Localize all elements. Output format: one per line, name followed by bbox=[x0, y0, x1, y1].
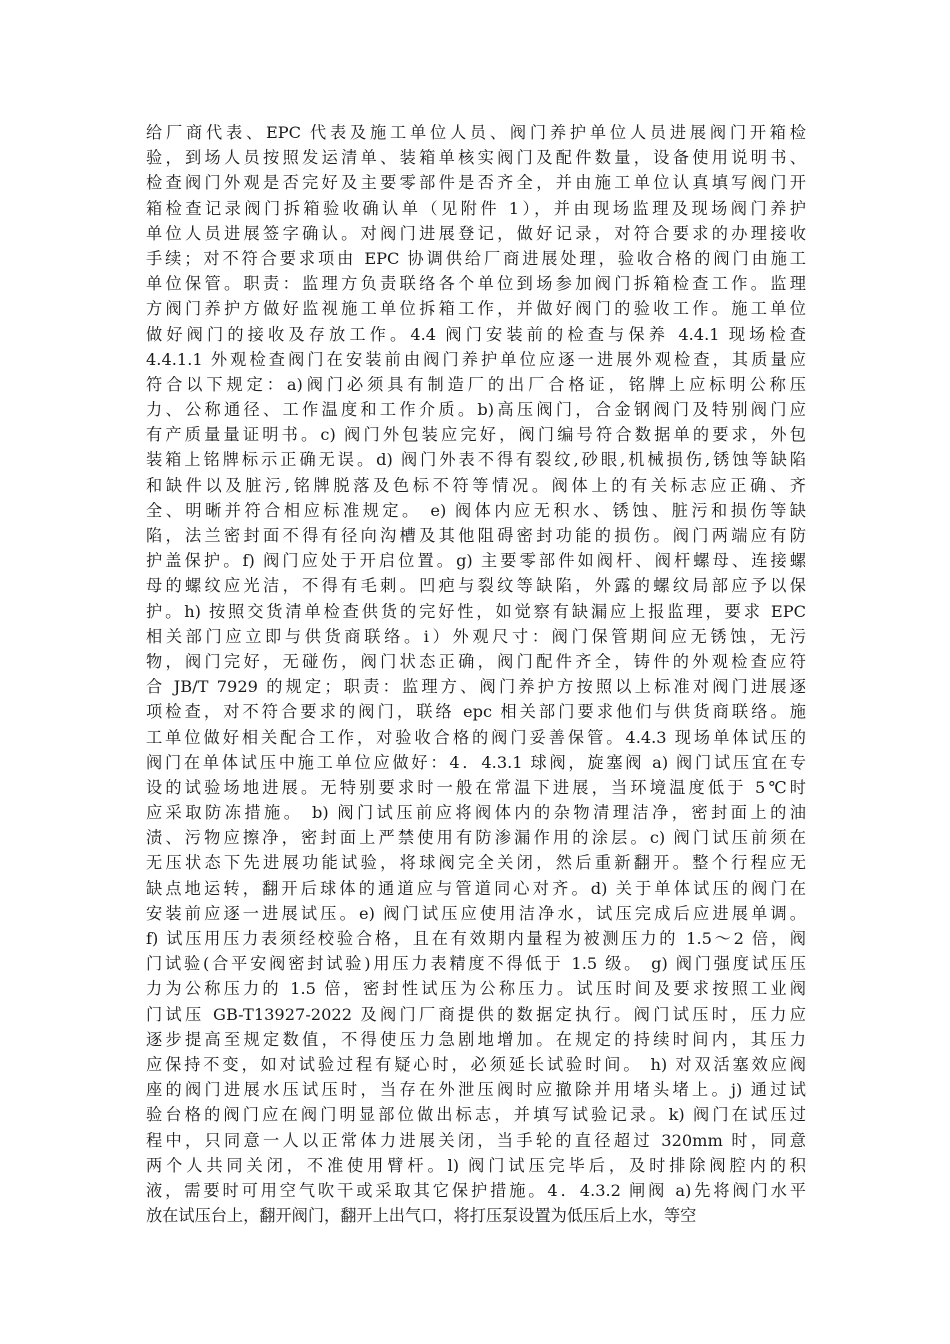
text-line: 合 JB/T 7929 的规定；职责：监理方、阀门养护方按照以上标准对阀门进展逐 bbox=[146, 677, 806, 697]
text-line: 护。h) 按照交货清单检查供货的完好性，如觉察有缺漏应上报监理，要求 EPC bbox=[146, 601, 806, 621]
text-line: 给厂商代表、EPC 代表及施工单位人员、阀门养护单位人员进展阀门开箱检 bbox=[146, 123, 806, 142]
text-line: 液，需要时可用空气吹干或采取其它保护措施。4．4.3.2 闸阀 a)先将阀门水平 bbox=[146, 1180, 806, 1200]
text-line: 力为公称压力的 1.5 倍，密封性试压为公称压力。试压时间及要求按照工业阀 bbox=[146, 979, 806, 999]
text-line: 检查阀门外观是否完好及主要零部件是否齐全，并由施工单位认真填写阀门开 bbox=[146, 173, 806, 193]
text-line: 应采取防冻措施。 b) 阀门试压前应将阀体内的杂物清理洁净，密封面上的油 bbox=[146, 803, 806, 823]
text-line: 程中，只同意一人以正常体力进展关闭，当手轮的直径超过 320mm 时，同意 bbox=[146, 1130, 806, 1150]
text-line: 做好阀门的接收及存放工作。4.4 阀门安装前的检查与保养 4.4.1 现场检查 bbox=[146, 324, 806, 344]
text-line: 渍、污物应擦净，密封面上严禁使用有防渗漏作用的涂层。c) 阀门试压前须在 bbox=[146, 828, 806, 848]
text-line: 缺点地运转，翻开后球体的通道应与管道同心对齐。d) 关于单体试压的阀门在 bbox=[146, 878, 806, 898]
text-line: 单位保管。职责：监理方负责联络各个单位到场参加阀门拆箱检查工作。监理 bbox=[146, 274, 806, 294]
text-line: 全、明晰并符合相应标准规定。 e) 阀体内应无积水、锈蚀、脏污和损伤等缺 bbox=[146, 500, 806, 520]
text-line: 母的螺纹应光洁，不得有毛刺。凹疤与裂纹等缺陷，外露的螺纹局部应予以保 bbox=[146, 576, 806, 596]
text-line: 物，阀门完好，无碰伤，阀门状态正确，阀门配件齐全，铸件的外观检查应符 bbox=[146, 651, 806, 671]
text-line: 门试压 GB-T13927-2022 及阀门厂商提供的数据定执行。阀门试压时，压力应 bbox=[146, 1004, 806, 1024]
text-line: 护盖保护。f) 阀门应处于开启位置。g) 主要零部件如阀杆、阀杆螺母、连接螺 bbox=[146, 551, 806, 571]
text-line: 逐步提高至规定数值，不得使压力急剧地增加。在规定的持续时间内，其压力 bbox=[146, 1029, 806, 1049]
text-line: 箱检查记录阀门拆箱验收确认单（见附件 1），并由现场监理及现场阀门养护 bbox=[146, 198, 806, 218]
text-line: 设的试验场地进展。无特别要求时一般在常温下进展，当环境温度低于 5℃时 bbox=[146, 777, 806, 797]
text-line: 相关部门应立即与供货商联络。i）外观尺寸：阀门保管期间应无锈蚀，无污 bbox=[146, 626, 806, 646]
text-line: 门试验(合平安阀密封试验)用压力表精度不得低于 1.5 级。 g) 阀门强度试压压 bbox=[146, 954, 806, 974]
text-line: 安装前应逐一进展试压。e) 阀门试压应使用洁净水，试压完成后应进展单调。 bbox=[146, 903, 806, 923]
text-line: 手续；对不符合要求项由 EPC 协调供给厂商进展处理，验收合格的阀门由施工 bbox=[146, 248, 806, 268]
text-line: 项检查，对不符合要求的阀门，联络 epc 相关部门要求他们与供货商联络。施 bbox=[146, 702, 806, 722]
text-line: 验，到场人员按照发运清单、装箱单核实阀门及配件数量，设备使用说明书、 bbox=[146, 148, 806, 168]
text-line: 无压状态下先进展功能试验，将球阀完全关闭，然后重新翻开。整个行程应无 bbox=[146, 853, 806, 873]
text-line: 两个人共同关闭，不准使用臂杆。l) 阀门试压完毕后，及时排除阀腔内的积 bbox=[146, 1155, 806, 1175]
text-line: 方阀门养护方做好监视施工单位拆箱工作，并做好阀门的验收工作。施工单位 bbox=[146, 299, 806, 319]
text-line: 4.4.1.1 外观检查阀门在安装前由阀门养护单位应逐一进展外观检查，其质量应 bbox=[146, 349, 806, 369]
text-line: 和缺件以及脏污,铭牌脱落及色标不符等情况。阀体上的有关标志应正确、齐 bbox=[146, 475, 806, 495]
text-line: 陷，法兰密封面不得有径向沟槽及其他阻碍密封功能的损伤。阀门两端应有防 bbox=[146, 526, 806, 545]
text-line: 有产质量量证明书。c) 阀门外包装应完好，阀门编号符合数据单的要求，外包 bbox=[146, 425, 806, 445]
text-line: 应保持不变，如对试验过程有疑心时，必须延长试验时间。 h) 对双活塞效应阀 bbox=[146, 1054, 806, 1074]
text-line: 验台格的阀门应在阀门明显部位做出标志，并填写试验记录。k) 阀门在试压过 bbox=[146, 1105, 806, 1125]
text-line: 符合以下规定：a)阀门必须具有制造厂的出厂合格证，铭牌上应标明公称压 bbox=[146, 374, 806, 394]
text-line: 单位人员进展签字确认。对阀门进展登记，做好记录，对符合要求的办理接收 bbox=[146, 223, 806, 243]
text-line: 放在试压台上，翻开阀门，翻开上出气口，将打压泵设置为低压后上水，等空 bbox=[146, 1206, 697, 1226]
text-line: 装箱上铭牌标示正确无误。d) 阀门外表不得有裂纹,砂眼,机械损伤,锈蚀等缺陷 bbox=[146, 450, 806, 470]
text-line: 阀门在单体试压中施工单位应做好：4．4.3.1 球阀，旋塞阀 a) 阀门试压宜在专 bbox=[146, 752, 806, 772]
body-text bbox=[146, 120, 806, 1228]
text-line: 工单位做好相关配合工作，对验收合格的阀门妥善保管。4.4.3 现场单体试压的 bbox=[146, 727, 806, 747]
text-line: 座的阀门进展水压试压时，当存在外泄压阀时应撤除并用堵头堵上。j) 通过试 bbox=[146, 1080, 806, 1100]
text-line: 力、公称通径、工作温度和工作介质。b)高压阀门，合金钢阀门及特别阀门应 bbox=[146, 400, 806, 420]
text-line: f) 试压用压力表须经校验合格，且在有效期内量程为被测压力的 1.5～2 倍，阀 bbox=[146, 929, 806, 948]
